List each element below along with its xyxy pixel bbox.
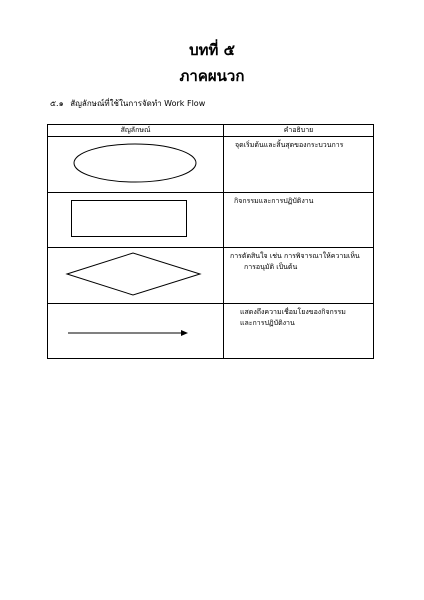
table-row [48, 304, 374, 359]
rectangle-process-icon [48, 193, 224, 244]
oval-terminator-icon [48, 137, 224, 189]
description-cell [224, 304, 374, 359]
section-title: สัญลักษณ์ที่ใช้ในการจัดทำ Work Flow [70, 99, 206, 108]
description-line: กิจกรรมและการปฏิบัติงาน [234, 197, 314, 205]
symbol-cell [48, 304, 224, 359]
section-heading [50, 98, 205, 110]
table-row [48, 248, 374, 304]
description-cell [224, 193, 374, 248]
header-description: คำอธิบาย [224, 125, 374, 137]
description-line: จุดเริ่มต้นและสิ้นสุดของกระบวนการ [235, 141, 344, 149]
description-cell [224, 137, 374, 193]
chapter-title: บทที่ ๕ [189, 41, 235, 59]
description-line: การอนุมัติ เป็นต้น [244, 263, 298, 271]
symbol-cell [48, 248, 224, 304]
symbol-cell [48, 137, 224, 193]
table-header-row [48, 125, 374, 137]
workflow-symbols-table [47, 124, 374, 359]
chapter-subtitle: ภาคผนวก [179, 67, 245, 85]
description-line: แสดงถึงความเชื่อมโยงของกิจกรรม [240, 308, 346, 316]
description-line: และการปฏิบัติงาน [240, 319, 295, 327]
arrow-connector-icon [48, 304, 224, 355]
diamond-decision-icon [48, 248, 224, 300]
description-cell [224, 248, 374, 304]
header-symbol: สัญลักษณ์ [48, 125, 224, 137]
section-number: ๕.๑ [50, 99, 64, 108]
table-row [48, 137, 374, 193]
table-row [48, 193, 374, 248]
symbol-cell [48, 193, 224, 248]
description-line: การตัดสินใจ เช่น การพิจารณาให้ความเห็น [230, 252, 360, 260]
